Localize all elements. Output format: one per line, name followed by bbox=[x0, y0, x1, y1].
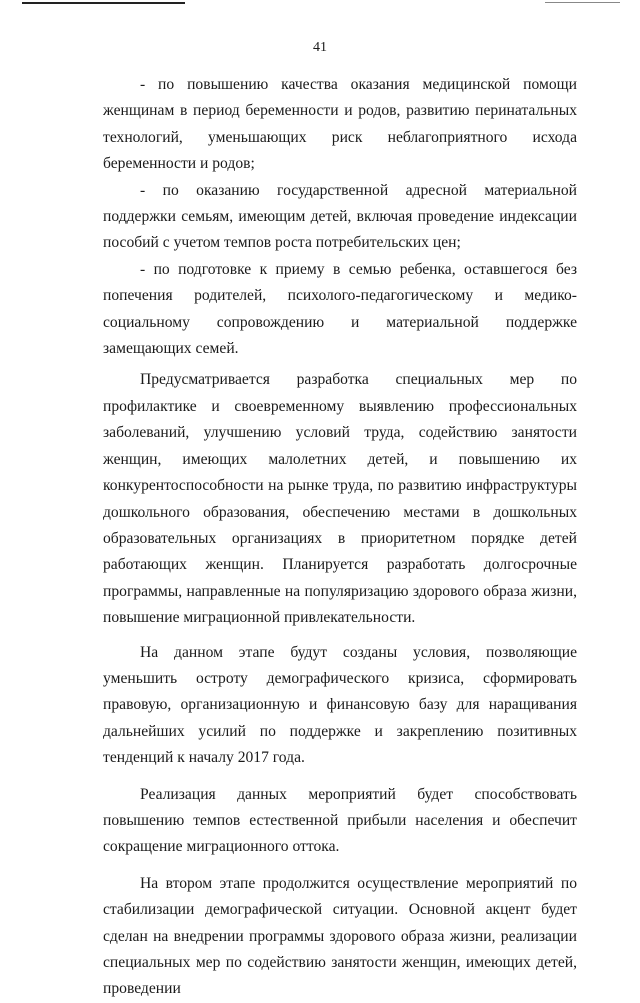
paragraph-second-stage: На втором этапе продолжится осуществление мероприятий по стабилизации демографической ситуации. Основной акцент будет сделан на внедрении программы здорового образа жизни, реализации специальных мер по содействию занятости женщин, имеющих детей, проведении bbox=[103, 874, 577, 998]
paragraph-material-support: - по оказанию государственной адресной материальной поддержки семьям, имеющим детей, включая проведение индексации пособий с учетом темпов роста потребительских цен; bbox=[103, 181, 577, 252]
top-rule-right bbox=[545, 2, 620, 3]
paragraph-medical-care: - по повышению качества оказания медицинской помощи женщинам в период беременности и родов, развитию перинатальных технологий, уменьшающих риск неблагоприятного исхода беременности и родов; bbox=[103, 76, 577, 173]
document-body bbox=[103, 72, 577, 1003]
page-number: 41 bbox=[313, 40, 327, 55]
paragraph-foster-families: - по подготовке к приему в семью ребенка, оставшегося без попечения родителей, психолого-педагогическому и медико-социальному сопровождению и материальной поддержке замещающих семей. bbox=[103, 260, 577, 358]
paragraph-implementation: Реализация данных мероприятий будет способствовать повышению темпов естественной прибыли населения и обеспечит сокращение миграционного оттока. bbox=[103, 785, 577, 856]
paragraph-conditions: На данном этапе будут созданы условия, позволяющие уменьшить остроту демографического кризиса, сформировать правовую, организационную и финансовую базу для наращивания дальнейших усилий по поддержке и закреплению позитивных тенденций к началу 2017 года. bbox=[103, 643, 577, 767]
top-rule-left bbox=[22, 2, 185, 4]
paragraph-special-measures: Предусматривается разработка специальных мер по профилактике и своевременному выявлению профессиональных заболеваний, улучшению условий труда, содействию занятости женщин, имеющих малолетних детей, и повышению их конкурентоспособности на рынке труда, по развитию инфраструктуры дошкольного образования, обеспечению местами в дошкольных образовательных организациях в приоритетном порядке детей работающих женщин. Планируется разработать долгосрочные программы, направленные на популяризацию здорового образа жизни, повышение миграционной привлекательности. bbox=[103, 371, 577, 627]
